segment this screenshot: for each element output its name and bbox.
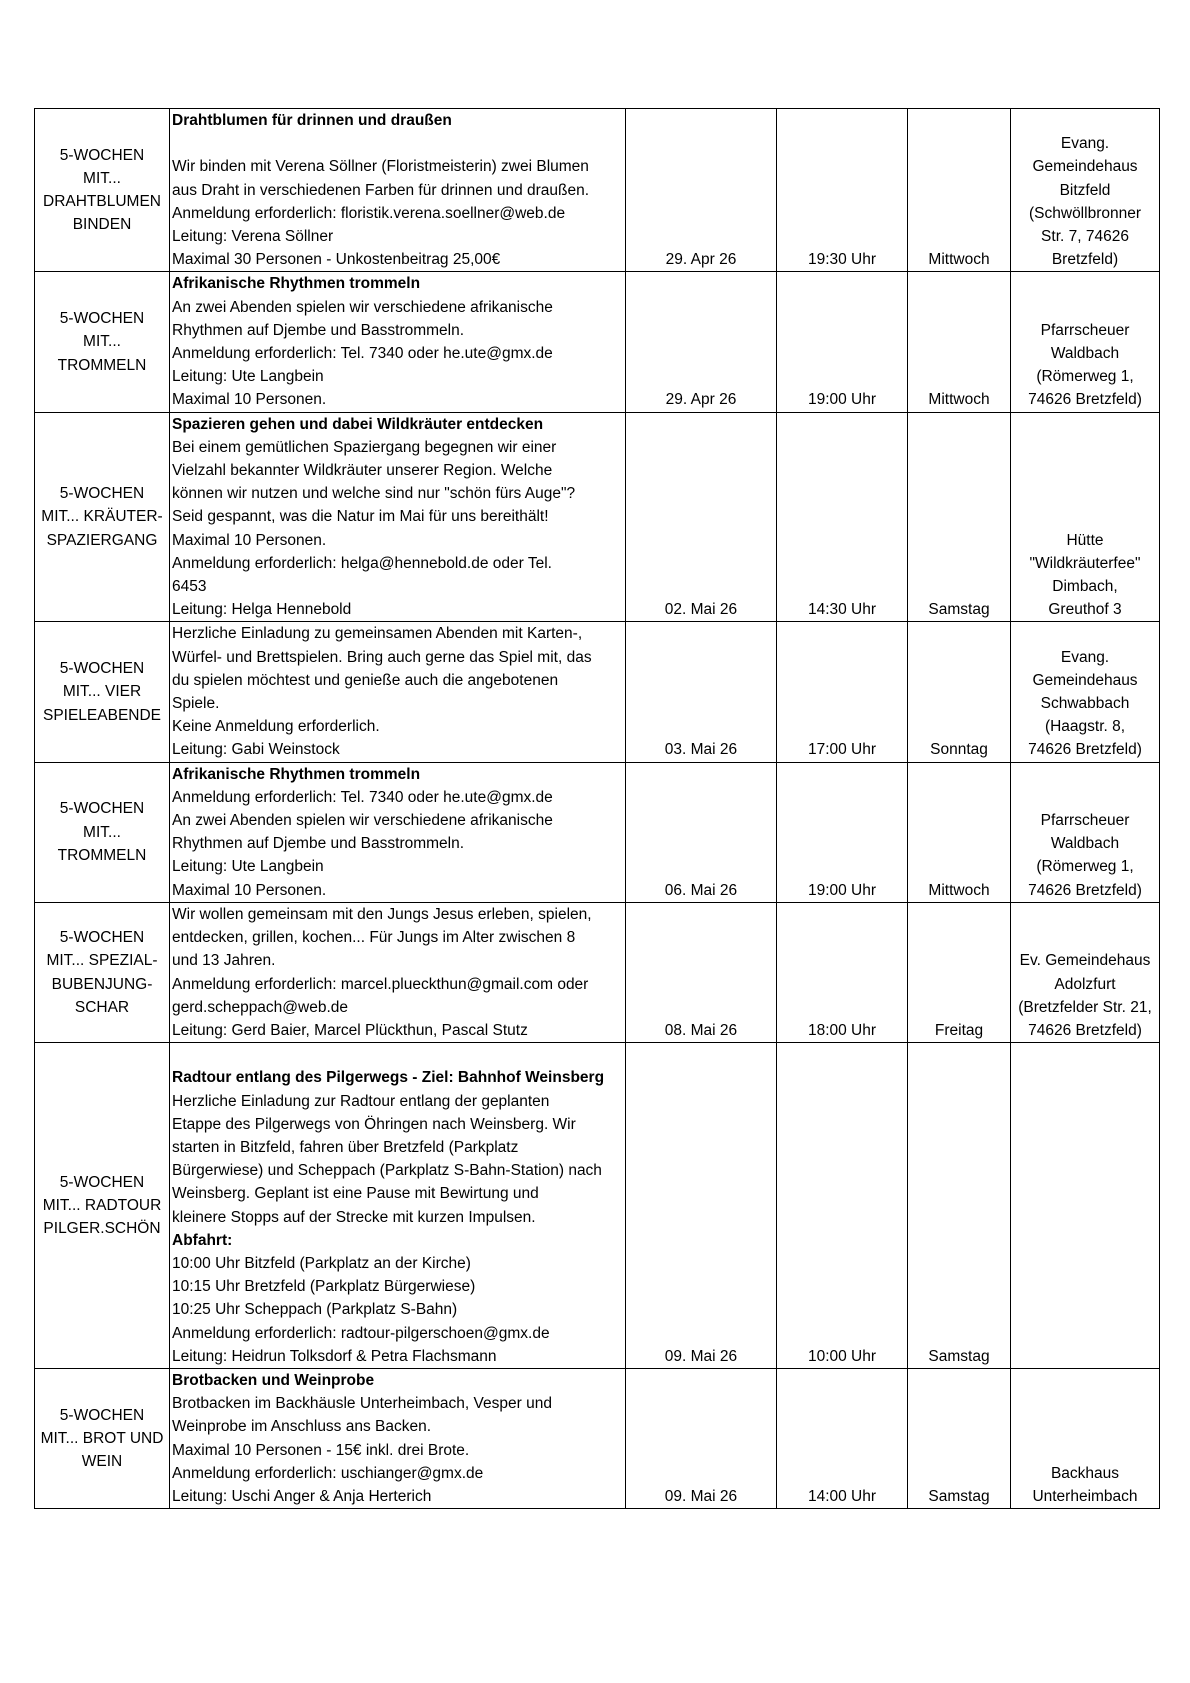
event-location-line: 74626 Bretzfeld) bbox=[1028, 391, 1142, 409]
event-location bbox=[1011, 622, 1160, 762]
event-date bbox=[626, 412, 777, 622]
event-description-line: gerd.scheppach@web.de bbox=[172, 998, 349, 1016]
event-weekday bbox=[908, 762, 1011, 902]
event-time bbox=[777, 902, 908, 1042]
event-time bbox=[777, 1368, 908, 1508]
event-category-line: WEIN bbox=[81, 1453, 123, 1471]
event-location bbox=[1011, 272, 1160, 412]
event-category-line: PILGER.SCHÖN bbox=[43, 1220, 161, 1238]
event-date bbox=[626, 902, 777, 1042]
event-description-line: Wir binden mit Verena Söllner (Floristmeisterin) zwei Blumen bbox=[172, 158, 589, 176]
event-weekday bbox=[908, 412, 1011, 622]
event-category bbox=[35, 762, 170, 902]
event-title: Afrikanische Rhythmen trommeln bbox=[172, 765, 421, 783]
event-description bbox=[170, 762, 626, 902]
event-row bbox=[35, 109, 1160, 272]
event-category-line: MIT... VIER bbox=[62, 683, 142, 701]
event-description-line: 10:15 Uhr Bretzfeld (Parkplatz Bürgerwiese) bbox=[172, 1278, 476, 1296]
event-time-value: 19:00 Uhr bbox=[807, 881, 877, 899]
event-weekday-value: Sonntag bbox=[930, 741, 988, 759]
event-row bbox=[35, 1043, 1160, 1369]
event-location bbox=[1011, 902, 1160, 1042]
event-weekday bbox=[908, 1043, 1011, 1369]
event-location-line: Ev. Gemeindehaus bbox=[1019, 952, 1151, 970]
event-category-line: 5-WOCHEN bbox=[59, 800, 145, 818]
event-location bbox=[1011, 762, 1160, 902]
event-row bbox=[35, 902, 1160, 1042]
event-location-line: Bitzfeld bbox=[1059, 181, 1111, 199]
event-time-value: 18:00 Uhr bbox=[807, 1021, 877, 1039]
event-location-line: Waldbach bbox=[1050, 345, 1120, 363]
event-description-line: aus Draht in verschiedenen Farben für drinnen und draußen. bbox=[172, 181, 590, 199]
event-time bbox=[777, 762, 908, 902]
event-description-line: Anmeldung erforderlich: Tel. 7340 oder he.ute@gmx.de bbox=[172, 345, 553, 363]
event-description-line: Anmeldung erforderlich: radtour-pilgerschoen@gmx.de bbox=[172, 1324, 550, 1342]
event-title: Radtour entlang des Pilgerwegs - Ziel: Bahnhof Weinsberg bbox=[172, 1069, 605, 1087]
event-description-line: Maximal 30 Personen - Unkostenbeitrag 25,00€ bbox=[172, 251, 501, 269]
event-description-line: Brotbacken im Backhäusle Unterheimbach, Vesper und bbox=[172, 1395, 552, 1413]
event-category-line: MIT... bbox=[83, 823, 121, 841]
event-category-line: MIT... SPEZIAL- bbox=[46, 952, 158, 970]
event-description-line: An zwei Abenden spielen wir verschiedene afrikanische bbox=[172, 298, 553, 316]
event-description-line: Herzliche Einladung zu gemeinsamen Abenden mit Karten-, bbox=[172, 625, 583, 643]
event-time-value: 14:00 Uhr bbox=[807, 1487, 877, 1505]
event-description-line: Seid gespannt, was die Natur im Mai für uns bereithält! bbox=[172, 508, 549, 526]
event-description-line: Anmeldung erforderlich: marcel.plueckthun@gmail.com oder bbox=[172, 975, 589, 993]
event-description-line: Leitung: Ute Langbein bbox=[172, 858, 324, 876]
event-location-line: Hütte bbox=[1066, 531, 1104, 549]
event-location-line: Backhaus bbox=[1050, 1464, 1120, 1482]
event-location-line: Unterheimbach bbox=[1032, 1487, 1138, 1505]
event-location bbox=[1011, 109, 1160, 272]
event-time-value: 10:00 Uhr bbox=[807, 1347, 877, 1365]
event-category-line: 5-WOCHEN bbox=[59, 929, 145, 947]
event-description-line: Würfel- und Brettspielen. Bring auch gerne das Spiel mit, das bbox=[172, 648, 592, 666]
event-category-line: DRAHTBLUMEN bbox=[43, 193, 161, 211]
event-location-line: 74626 Bretzfeld) bbox=[1028, 881, 1142, 899]
event-location-line: "Wildkräuterfee" bbox=[1029, 554, 1141, 572]
event-row bbox=[35, 412, 1160, 622]
event-category bbox=[35, 272, 170, 412]
event-description-line: Rhythmen auf Djembe und Basstrommeln. bbox=[172, 835, 465, 853]
event-description-line: Leitung: Gabi Weinstock bbox=[172, 741, 340, 759]
event-description-line: Leitung: Helga Hennebold bbox=[172, 601, 352, 619]
event-location-line: 74626 Bretzfeld) bbox=[1028, 741, 1142, 759]
event-category-line: MIT... BROT UND bbox=[40, 1429, 164, 1447]
event-description-line: Anmeldung erforderlich: floristik.verena.soellner@web.de bbox=[172, 204, 566, 222]
event-description-line: Vielzahl bekannter Wildkräuter unserer Region. Welche bbox=[172, 462, 553, 480]
event-date-value: 09. Mai 26 bbox=[664, 1487, 738, 1505]
event-category-line: TROMMELN bbox=[57, 846, 147, 864]
event-time bbox=[777, 412, 908, 622]
event-title: Brotbacken und Weinprobe bbox=[172, 1371, 375, 1389]
event-location-line: Greuthof 3 bbox=[1048, 601, 1122, 619]
event-location-line: Schwabbach bbox=[1040, 695, 1130, 713]
event-category bbox=[35, 412, 170, 622]
event-description-line: 10:00 Uhr Bitzfeld (Parkplatz an der Kirche) bbox=[172, 1254, 471, 1272]
event-row bbox=[35, 1368, 1160, 1508]
event-time bbox=[777, 1043, 908, 1369]
event-location-line: Bretzfeld) bbox=[1051, 251, 1119, 269]
event-date bbox=[626, 762, 777, 902]
event-description-line: An zwei Abenden spielen wir verschiedene afrikanische bbox=[172, 812, 553, 830]
event-location-line: (Schwöllbronner bbox=[1029, 204, 1141, 222]
event-category-line: 5-WOCHEN bbox=[59, 485, 145, 503]
event-description-line: Maximal 10 Personen. bbox=[172, 391, 327, 409]
event-time bbox=[777, 622, 908, 762]
event-time-value: 17:00 Uhr bbox=[807, 741, 877, 759]
event-description-line: Spiele. bbox=[172, 695, 220, 713]
event-description-line: Anmeldung erforderlich: uschianger@gmx.de bbox=[172, 1464, 484, 1482]
event-category-line: 5-WOCHEN bbox=[59, 1406, 145, 1424]
events-table bbox=[34, 108, 1160, 1509]
event-description-line: Leitung: Gerd Baier, Marcel Plückthun, Pascal Stutz bbox=[172, 1021, 528, 1039]
event-title: Drahtblumen für drinnen und draußen bbox=[172, 112, 452, 129]
event-category bbox=[35, 622, 170, 762]
event-time bbox=[777, 109, 908, 272]
event-description-line: Leitung: Ute Langbein bbox=[172, 368, 324, 386]
event-category-line: MIT... bbox=[83, 170, 121, 187]
event-weekday-value: Freitag bbox=[934, 1021, 984, 1039]
event-location-line: (Römerweg 1, bbox=[1036, 858, 1134, 876]
event-category-line: SCHAR bbox=[74, 998, 130, 1016]
event-location-line: Evang. bbox=[1060, 135, 1110, 153]
event-description-line: Leitung: Uschi Anger & Anja Herterich bbox=[172, 1487, 432, 1505]
event-description bbox=[170, 272, 626, 412]
event-category-line: TROMMELN bbox=[57, 356, 147, 374]
event-location-line: Adolzfurt bbox=[1054, 975, 1116, 993]
event-description bbox=[170, 109, 626, 272]
event-description-line: 6453 bbox=[172, 578, 207, 596]
event-date-value: 02. Mai 26 bbox=[664, 601, 738, 619]
event-location-line: Gemeindehaus bbox=[1032, 671, 1138, 689]
event-description bbox=[170, 412, 626, 622]
event-weekday bbox=[908, 902, 1011, 1042]
event-description-line: und 13 Jahren. bbox=[172, 952, 276, 970]
event-category-line: 5-WOCHEN bbox=[59, 146, 145, 164]
event-location bbox=[1011, 1368, 1160, 1508]
event-description-line: Wir wollen gemeinsam mit den Jungs Jesus erleben, spielen, bbox=[172, 905, 592, 923]
event-description bbox=[170, 622, 626, 762]
event-row bbox=[35, 762, 1160, 902]
event-category-line: BINDEN bbox=[72, 216, 132, 234]
event-description bbox=[170, 1368, 626, 1508]
event-weekday-value: Mittwoch bbox=[928, 391, 990, 409]
event-time-value: 19:30 Uhr bbox=[807, 251, 877, 269]
event-date bbox=[626, 1368, 777, 1508]
event-location-line: Gemeindehaus bbox=[1032, 158, 1138, 176]
event-description-line: Anmeldung erforderlich: Tel. 7340 oder he.ute@gmx.de bbox=[172, 788, 553, 806]
blank-line bbox=[172, 1043, 623, 1066]
event-category bbox=[35, 1043, 170, 1369]
event-weekday bbox=[908, 1368, 1011, 1508]
event-description-line: kleinere Stopps auf der Strecke mit kurzen Impulsen. bbox=[172, 1208, 536, 1226]
event-description-line: entdecken, grillen, kochen... Für Jungs im Alter zwischen 8 bbox=[172, 929, 576, 947]
event-weekday-value: Samstag bbox=[928, 1487, 990, 1505]
event-date bbox=[626, 622, 777, 762]
event-weekday bbox=[908, 622, 1011, 762]
event-title: Spazieren gehen und dabei Wildkräuter entdecken bbox=[172, 415, 544, 433]
blank-line bbox=[172, 132, 623, 155]
event-date-value: 29. Apr 26 bbox=[665, 391, 737, 409]
event-date-value: 29. Apr 26 bbox=[665, 251, 737, 269]
event-description-line: Maximal 10 Personen. bbox=[172, 531, 327, 549]
event-weekday bbox=[908, 272, 1011, 412]
event-location-line: Pfarrscheuer bbox=[1040, 812, 1130, 830]
event-location-line: Dimbach, bbox=[1052, 578, 1118, 596]
event-location bbox=[1011, 1043, 1160, 1369]
event-date bbox=[626, 1043, 777, 1369]
event-description-line: starten in Bitzfeld, fahren über Bretzfeld (Parkplatz bbox=[172, 1138, 519, 1156]
event-row bbox=[35, 622, 1160, 762]
event-description-line: Leitung: Heidrun Tolksdorf & Petra Flachsmann bbox=[172, 1347, 497, 1365]
event-date-value: 09. Mai 26 bbox=[664, 1347, 738, 1365]
event-category-line: 5-WOCHEN bbox=[59, 660, 145, 678]
event-category-line: SPAZIERGANG bbox=[46, 531, 158, 549]
event-date-value: 06. Mai 26 bbox=[664, 881, 738, 899]
event-description-line: Anmeldung erforderlich: helga@hennebold.de oder Tel. bbox=[172, 554, 552, 572]
event-location-line: (Römerweg 1, bbox=[1036, 368, 1134, 386]
event-category-line: MIT... bbox=[83, 333, 121, 351]
event-location-line: (Haagstr. 8, bbox=[1044, 718, 1126, 736]
event-weekday-value: Samstag bbox=[928, 601, 990, 619]
event-location bbox=[1011, 412, 1160, 622]
event-location-line: Str. 7, 74626 bbox=[1041, 228, 1129, 245]
event-title: Abfahrt: bbox=[172, 1231, 233, 1249]
event-description-line: Rhythmen auf Djembe und Basstrommeln. bbox=[172, 321, 465, 339]
event-location-line: Pfarrscheuer bbox=[1040, 321, 1130, 339]
event-description-line: Weinprobe im Anschluss ans Backen. bbox=[172, 1418, 432, 1436]
event-category-line: BUBENJUNG- bbox=[51, 975, 153, 993]
event-time bbox=[777, 272, 908, 412]
event-location-line: (Bretzfelder Str. 21, bbox=[1018, 998, 1152, 1016]
event-weekday-value: Mittwoch bbox=[928, 881, 990, 899]
event-description bbox=[170, 1043, 626, 1369]
event-category-line: 5-WOCHEN bbox=[59, 310, 145, 328]
event-description bbox=[170, 902, 626, 1042]
event-category-line: 5-WOCHEN bbox=[59, 1173, 145, 1191]
event-description-line: Weinsberg. Geplant ist eine Pause mit Bewirtung und bbox=[172, 1185, 539, 1203]
event-location-line: 74626 Bretzfeld) bbox=[1028, 1021, 1142, 1039]
event-date bbox=[626, 272, 777, 412]
event-weekday-value: Samstag bbox=[928, 1347, 990, 1365]
event-title: Afrikanische Rhythmen trommeln bbox=[172, 275, 421, 293]
event-category-line: MIT... RADTOUR bbox=[42, 1196, 162, 1214]
event-weekday-value: Mittwoch bbox=[928, 251, 990, 269]
event-description-line: Bürgerwiese) und Scheppach (Parkplatz S-Bahn-Station) nach bbox=[172, 1162, 602, 1180]
events-table-body bbox=[35, 109, 1160, 1509]
event-description-line: Bei einem gemütlichen Spaziergang begegnen wir einer bbox=[172, 438, 557, 456]
event-category bbox=[35, 109, 170, 272]
event-description-line: Leitung: Verena Söllner bbox=[172, 228, 334, 245]
event-description-line: Maximal 10 Personen. bbox=[172, 881, 327, 899]
event-category bbox=[35, 1368, 170, 1508]
event-location-line: Evang. bbox=[1060, 648, 1110, 666]
event-date bbox=[626, 109, 777, 272]
event-time-value: 19:00 Uhr bbox=[807, 391, 877, 409]
event-description-line: du spielen möchtest und genieße auch die angebotenen bbox=[172, 671, 559, 689]
event-weekday bbox=[908, 109, 1011, 272]
event-category-line: SPIELEABENDE bbox=[42, 706, 162, 724]
event-time-value: 14:30 Uhr bbox=[807, 601, 877, 619]
event-description-line: Keine Anmeldung erforderlich. bbox=[172, 718, 380, 736]
event-date-value: 03. Mai 26 bbox=[664, 741, 738, 759]
event-category-line: MIT... KRÄUTER- bbox=[41, 508, 163, 526]
event-description-line: können wir nutzen und welche sind nur "schön fürs Auge"? bbox=[172, 485, 576, 503]
event-location-line: Waldbach bbox=[1050, 835, 1120, 853]
event-description-line: Etappe des Pilgerwegs von Öhringen nach Weinsberg. Wir bbox=[172, 1115, 576, 1133]
event-description-line: 10:25 Uhr Scheppach (Parkplatz S-Bahn) bbox=[172, 1301, 458, 1319]
event-description-line: Herzliche Einladung zur Radtour entlang der geplanten bbox=[172, 1092, 550, 1110]
event-description-line: Maximal 10 Personen - 15€ inkl. drei Brote. bbox=[172, 1441, 470, 1459]
event-date-value: 08. Mai 26 bbox=[664, 1021, 738, 1039]
event-category bbox=[35, 902, 170, 1042]
event-row bbox=[35, 272, 1160, 412]
